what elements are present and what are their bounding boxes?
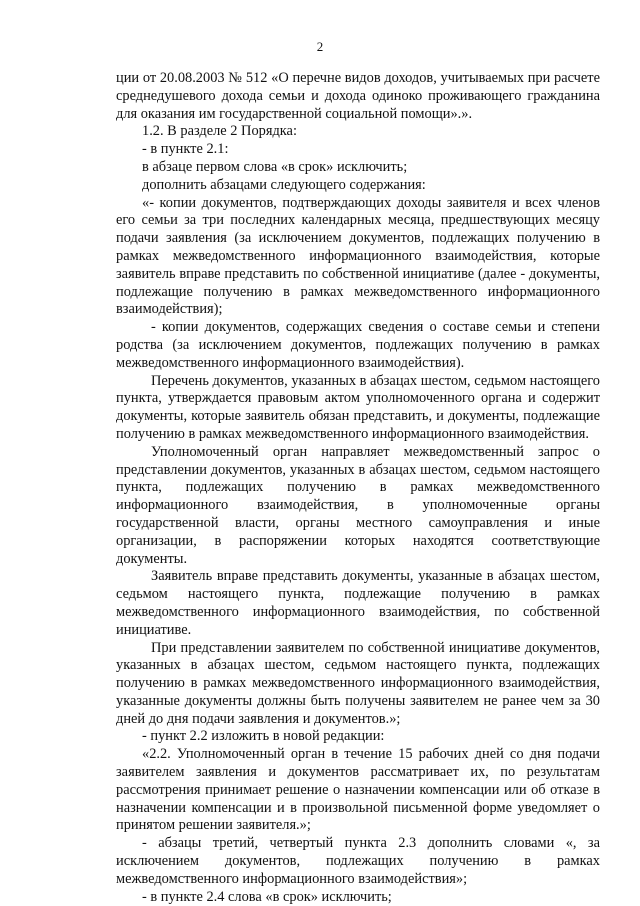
paragraph-body: Заявитель вправе представить документы, указанные в абзацах шестом, седьмом настоящего пункта, подлежащие получению в рамках межведомственного информационного взаимодействия, по собственной инициативе. [116,568,600,638]
paragraph-continuation: ции от 20.08.2003 № 512 «О перечне видов доходов, учитываемых при расчете среднедушевого дохода семьи и дохода одиноко проживающего гражданина для оказания им государственной социальной помощи».». [116,70,600,122]
paragraph-quote: «- копии документов, подтверждающих доходы заявителя и всех членов его семьи за три последних календарных месяца, предшествующих месяцу подачи заявления (за исключением документов, подлежащих получению в рамках межведомственного информационного взаимодействия, которые заявитель вправе представить по собственной инициативе (далее - документы, подлежащие получению в рамках межведомственного информационного взаимодействия); [116,194,600,318]
paragraph-item: - в пункте 2.1: [142,141,229,158]
paragraph-body: При представлении заявителем по собственной инициативе документов, указанных в абзацах шестом, седьмом настоящего пункта, подлежащих получению в рамках межведомственного информационного взаимодействия, указанные документы должны быть получены заявителем не ранее чем за 30 дней до дня подачи заявления и документов.»; [116,639,600,727]
paragraph-item: - абзацы третий, четвертый пункта 2.3 дополнить словами «, за исключением документов, подлежащих получению в рамках межведомственного информационного взаимодействия»; [116,835,600,887]
paragraph-item: дополнить абзацами следующего содержания: [142,176,426,193]
paragraph-body: Уполномоченный орган направляет межведомственный запрос о представлении документов, указанных в абзацах шестом, седьмом настоящего пункта, подлежащих получению в рамках межведомственного информационного взаимодействия, в уполномоченные органы государственной власти, органы местного самоуправления и иные организации, в распоряжении которых находятся соответствующие документы. [116,443,600,567]
paragraph-quote: «2.2. Уполномоченный орган в течение 15 рабочих дней со дня подачи заявителем заявления и документов рассматривает их, по результатам рассмотрения принимает решение о назначении компенсации или об отказе в назначении компенсации и в произвольной письменной форме уведомляет о принятом решении заявителя.»; [116,746,600,834]
paragraph-item: - в пункте 2.4 слова «в срок» исключить; [142,888,392,905]
paragraph-body: Перечень документов, указанных в абзацах шестом, седьмом настоящего пункта, утверждается правовым актом уполномоченного органа и содержит документы, которые заявитель обязан представить, и документы, подлежащие получению в рамках межведомственного информационного взаимодействия. [116,372,600,442]
paragraph-item: в абзаце первом слова «в срок» исключить; [142,158,408,175]
page-number: 2 [316,39,324,54]
paragraph-item: - пункт 2.2 изложить в новой редакции: [142,728,385,745]
paragraph-quote: - копии документов, содержащих сведения о составе семьи и степени родства (за исключением документов, подлежащих получению в рамках межведомственного информационного взаимодействия). [116,319,600,371]
paragraph-section-heading: 1.2. В разделе 2 Порядка: [142,123,297,140]
document-body [116,70,600,906]
